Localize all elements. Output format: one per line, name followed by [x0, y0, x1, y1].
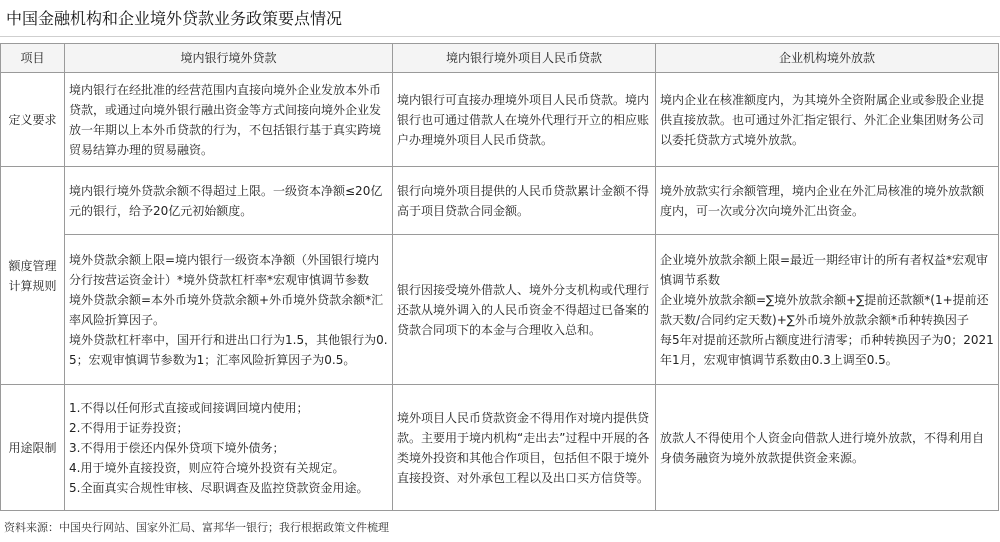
row-label-quota: 额度管理计算规则 — [1, 167, 65, 385]
source-note: 资料来源：中国央行网站、国家外汇局、富邦华一银行；我行根据政策文件梳理 — [4, 521, 389, 534]
cell-quota-bank-loan-bottom — [65, 235, 393, 385]
table-row-quota-bottom — [1, 235, 999, 385]
formula-line: 境外贷款余额=本外币境外贷款余额+外币境外贷款余额*汇率风险折算因子。 — [69, 292, 384, 327]
cell-quota-corp-bottom — [656, 235, 999, 385]
usage-item: 2.不得用于证券投资； — [69, 420, 189, 435]
cell-usage-bank-loan — [65, 385, 393, 511]
table-row-definition — [1, 73, 999, 167]
cell-quota-corp-top: 境外放款实行余额管理，境内企业在外汇局核准的境外放款额度内，可一次或分次向境外汇出资金。 — [656, 167, 999, 235]
formula-line: 每5年对提前还款所占额度进行清零；币种转换因子为0；2021年1月，宏观审慎调节系数由0.3上调至0.5。 — [660, 332, 994, 367]
cell-definition-bank-loan: 境内银行在经批准的经营范围内直接向境外企业发放本外币贷款，或通过向境外银行融出资金等方式间接向境外企业发放一年期以上本外币贷款的行为，不包括银行基于真实跨境贸易结算办理的贸易融资。 — [65, 73, 393, 167]
usage-item: 4.用于境外直接投资，则应符合境外投资有关规定。 — [69, 460, 345, 475]
formula-line: 境外贷款杠杆率中，国开行和进出口行为1.5，其他银行为0.5；宏观审慎调节参数为1；汇率风险折算因子为0.5。 — [69, 332, 388, 367]
row-label-definition: 定义要求 — [1, 73, 65, 167]
cell-usage-rmb-loan: 境外项目人民币贷款资金不得用作对境内提供贷款。主要用于境内机构“走出去”过程中开展的各类境外投资和其他合作项目，包括但不限于境外直接投资、对外承包工程以及出口买方信贷等。 — [393, 385, 656, 511]
formula-line: 企业境外放款余额上限=最近一期经审计的所有者权益*宏观审慎调节系数 — [660, 252, 989, 287]
table-header-row — [1, 44, 999, 73]
usage-item: 1.不得以任何形式直接或间接调回境内使用； — [69, 400, 309, 415]
header-bank-loan: 境内银行境外贷款 — [65, 44, 393, 73]
page-title: 中国金融机构和企业境外贷款业务政策要点情况 — [6, 9, 343, 28]
usage-item: 5.全面真实合规性审核、尽职调查及监控贷款资金用途。 — [69, 480, 369, 495]
title-divider — [0, 36, 1000, 37]
cell-quota-rmb-loan-bottom: 银行因接受境外借款人、境外分支机构或代理行还款从境外调入的人民币资金不得超过已备案的贷款合同项下的本金与合理收入总和。 — [393, 235, 656, 385]
cell-quota-rmb-loan-top: 银行向境外项目提供的人民币贷款累计金额不得高于项目贷款合同金额。 — [393, 167, 656, 235]
cell-definition-rmb-loan: 境内银行可直接办理境外项目人民币贷款。境内银行也可通过借款人在境外代理行开立的相应账户办理境外项目人民币贷款。 — [393, 73, 656, 167]
table-row-usage — [1, 385, 999, 511]
cell-usage-corp-lending: 放款人不得使用个人资金向借款人进行境外放款，不得利用自身债务融资为境外放款提供资金来源。 — [656, 385, 999, 511]
header-corp-lending: 企业机构境外放款 — [656, 44, 999, 73]
table-row-quota-top — [1, 167, 999, 235]
formula-line: 境外贷款余额上限=境内银行一级资本净额（外国银行境内分行按营运资金计）*境外贷款杠杆率*宏观审慎调节参数 — [69, 252, 380, 287]
cell-definition-corp-lending: 境内企业在核准额度内，为其境外全资附属企业或参股企业提供直接放款。也可通过外汇指定银行、外汇企业集团财务公司以委托贷款方式境外放款。 — [656, 73, 999, 167]
header-rmb-loan: 境内银行境外项目人民币贷款 — [393, 44, 656, 73]
usage-item: 3.不得用于偿还内保外贷项下境外债务； — [69, 440, 285, 455]
row-label-usage: 用途限制 — [1, 385, 65, 511]
formula-line: 企业境外放款余额=∑境外放款余额+∑提前还款额*(1+提前还款天数/合同约定天数)+∑外币境外放款余额*币种转换因子 — [660, 292, 989, 327]
header-item: 项目 — [1, 44, 65, 73]
policy-table — [0, 43, 999, 511]
cell-quota-bank-loan-top: 境内银行境外贷款余额不得超过上限。一级资本净额≤20亿元的银行，给予20亿元初始额度。 — [65, 167, 393, 235]
